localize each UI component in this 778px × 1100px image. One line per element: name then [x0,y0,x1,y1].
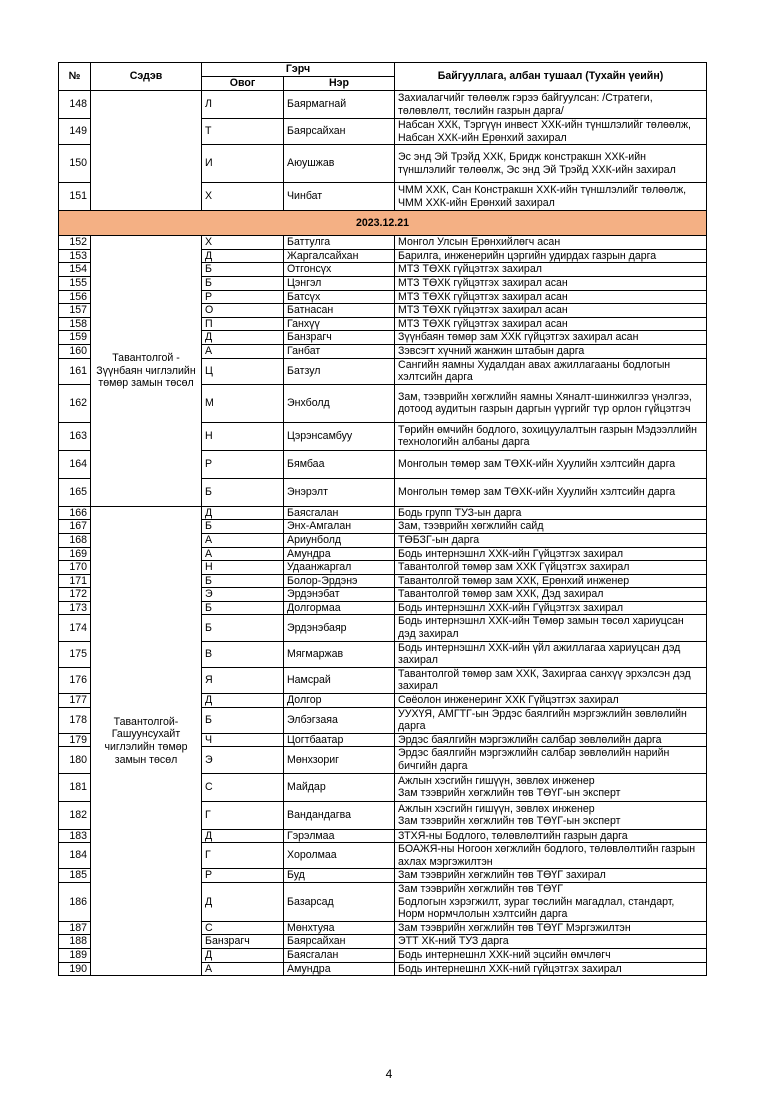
row-number: 161 [59,358,91,384]
surname-cell: Ч [202,733,284,747]
organization-cell: БОАЖЯ-ны Ногоон хөгжлийн бодлого, төлөвлөлтийн газрын ахлах мэргэжилтэн [395,843,707,869]
surname-cell: С [202,773,284,801]
name-cell: Цогтбаатар [284,733,395,747]
surname-cell: В [202,641,284,667]
surname-cell: Х [202,236,284,250]
row-number: 189 [59,948,91,962]
topic-cell: Тавантолгой-Гашуунсухайт чиглэлийн төмөр замын төсөл [91,506,202,975]
name-cell: Баярсайхан [284,119,395,145]
surname-cell: Д [202,506,284,520]
organization-cell: ТӨБЗГ-ын дарга [395,533,707,547]
organization-cell: МТЗ ТӨХК гүйцэтгэх захирал асан [395,276,707,290]
organization-cell: ЭТТ ХК-ний ТУЗ дарга [395,935,707,949]
surname-cell: Д [202,829,284,843]
name-cell: Банзрагч [284,331,395,345]
table-row [59,91,707,119]
topic-cell [91,91,202,211]
organization-cell: Ажлын хэсгийн гишүүн, зөвлөх инженер Зам тээврийн хөгжлийн төв ТӨҮГ-ын эксперт [395,773,707,801]
name-cell: Майдар [284,773,395,801]
surname-cell: М [202,384,284,422]
surname-cell: Банзрагч [202,935,284,949]
row-number: 158 [59,317,91,331]
row-number: 171 [59,574,91,588]
organization-cell: Сөёолон инженеринг ХХК Гүйцэтгэх захирал [395,694,707,708]
surname-cell: Д [202,694,284,708]
name-cell: Бямбаа [284,450,395,478]
organization-cell: Бодь интернешнл ХХК-ний гүйцэтгэх захирал [395,962,707,976]
name-cell: Амундра [284,962,395,976]
name-cell: Ариунболд [284,533,395,547]
name-cell: Баярмагнай [284,91,395,119]
organization-cell: Монголын төмөр зам ТӨХК-ийн Хуулийн хэлтсийн дарга [395,450,707,478]
name-cell: Мягмаржав [284,641,395,667]
surname-cell: Э [202,747,284,773]
organization-cell: Бодь интернэшнл ХХК-ийн Төмөр замын төсөл хариуцсан дэд захирал [395,615,707,641]
surname-cell: Б [202,707,284,733]
row-number: 173 [59,601,91,615]
date-separator-row [59,211,707,236]
surname-cell: Т [202,119,284,145]
header-surname: Овог [202,77,284,91]
surname-cell: Г [202,843,284,869]
name-cell: Цэнгэл [284,276,395,290]
organization-cell: Эс энд Эй Трэйд ХХК, Бридж констракшн ХХК-ийн түншлэлийг төлөөлж, Эс энд Эй Трэйд ХХК-ийн захирал [395,145,707,183]
row-number: 164 [59,450,91,478]
surname-cell: Б [202,520,284,534]
name-cell: Баясгалан [284,506,395,520]
name-cell: Базарсад [284,882,395,921]
name-cell: Намсрай [284,667,395,693]
table-row [59,236,707,250]
name-cell: Мөнхзориг [284,747,395,773]
row-number: 159 [59,331,91,345]
organization-cell: Зам тээврийн хөгжлийн төв ТӨҮГ захирал [395,869,707,883]
row-number: 165 [59,478,91,506]
surname-cell: Б [202,574,284,588]
topic-cell: Тавантолгой - Зүүнбаян чиглэлийн төмөр замын төсөл [91,236,202,507]
name-cell: Отгонсүх [284,263,395,277]
name-cell: Аюушжав [284,145,395,183]
organization-cell: Зүүнбаян төмөр зам ХХК гүйцэтгэх захирал асан [395,331,707,345]
organization-cell: Сангийн яамны Худалдан авах ажиллагааны бодлогын хэлтсийн дарга [395,358,707,384]
row-number: 168 [59,533,91,547]
name-cell: Болор-Эрдэнэ [284,574,395,588]
name-cell: Батсүх [284,290,395,304]
surname-cell: Э [202,588,284,602]
surname-cell: С [202,921,284,935]
name-cell: Баттулга [284,236,395,250]
row-number: 148 [59,91,91,119]
surname-cell: Г [202,801,284,829]
header-organization: Байгууллага, албан тушаал (Тухайн үеийн) [395,63,707,91]
organization-cell: Монгол Улсын Ерөнхийлөгч асан [395,236,707,250]
witness-table [58,62,707,976]
name-cell: Цэрэнсамбуу [284,422,395,450]
row-number: 187 [59,921,91,935]
organization-cell: Тавантолгой төмөр зам ХХК Гүйцэтгэх захирал [395,561,707,575]
organization-cell: Төрийн өмчийн бодлого, зохицуулалтын газрын Мэдээллийн технологийн албаны дарга [395,422,707,450]
surname-cell: А [202,962,284,976]
surname-cell: О [202,304,284,318]
name-cell: Энх-Амгалан [284,520,395,534]
surname-cell: Б [202,601,284,615]
row-number: 169 [59,547,91,561]
surname-cell: Я [202,667,284,693]
surname-cell: Б [202,478,284,506]
name-cell: Энэрэлт [284,478,395,506]
row-number: 174 [59,615,91,641]
organization-cell: Зам, тээврийн хөгжлийн сайд [395,520,707,534]
organization-cell: Зэвсэгт хүчний жанжин штабын дарга [395,344,707,358]
row-number: 154 [59,263,91,277]
table-row [59,506,707,520]
surname-cell: Д [202,948,284,962]
row-number: 162 [59,384,91,422]
name-cell: Чинбат [284,183,395,211]
name-cell: Батнасан [284,304,395,318]
organization-cell: Эрдэс баялгийн мэргэжлийн салбар зөвлөлийн нарийн бичгийн дарга [395,747,707,773]
row-number: 170 [59,561,91,575]
row-number: 155 [59,276,91,290]
surname-cell: Х [202,183,284,211]
row-number: 152 [59,236,91,250]
table-body [59,91,707,976]
name-cell: Долгормаа [284,601,395,615]
name-cell: Эрдэнэбаяр [284,615,395,641]
surname-cell: П [202,317,284,331]
row-number: 181 [59,773,91,801]
name-cell: Батзул [284,358,395,384]
organization-cell: Тавантолгой төмөр зам ХХК, Захиргаа санхүү эрхэлсэн дэд захирал [395,667,707,693]
row-number: 149 [59,119,91,145]
row-number: 178 [59,707,91,733]
name-cell: Баярсайхан [284,935,395,949]
organization-cell: Бодь групп ТУЗ-ын дарга [395,506,707,520]
row-number: 175 [59,641,91,667]
organization-cell: Бодь интернэшнл ХХК-ийн Гүйцэтгэх захирал [395,601,707,615]
name-cell: Буд [284,869,395,883]
row-number: 176 [59,667,91,693]
surname-cell: Д [202,249,284,263]
header-name: Нэр [284,77,395,91]
row-number: 186 [59,882,91,921]
organization-cell: МТЗ ТӨХК гүйцэтгэх захирал асан [395,317,707,331]
name-cell: Вандандагва [284,801,395,829]
date-label: 2023.12.21 [59,211,707,236]
surname-cell: Л [202,91,284,119]
surname-cell: Д [202,882,284,921]
organization-cell: ЧММ ХХК, Сан Констракшн ХХК-ийн түншлэлийг төлөөлж, ЧММ ХХК-ийн Ерөнхий захирал [395,183,707,211]
row-number: 182 [59,801,91,829]
surname-cell: Ц [202,358,284,384]
organization-cell: Барилга, инженерийн цэргийн удирдах газрын дарга [395,249,707,263]
name-cell: Долгор [284,694,395,708]
row-number: 151 [59,183,91,211]
name-cell: Жаргалсайхан [284,249,395,263]
name-cell: Эрдэнэбат [284,588,395,602]
page-number: 4 [385,1067,393,1081]
surname-cell: Д [202,331,284,345]
organization-cell: Тавантолгой төмөр зам ХХК, Дэд захирал [395,588,707,602]
surname-cell: Б [202,615,284,641]
organization-cell: Бодь интернешнл ХХК-ний эцсийн өмчлөгч [395,948,707,962]
name-cell: Ганбат [284,344,395,358]
name-cell: Хоролмаа [284,843,395,869]
name-cell: Элбэгзаяа [284,707,395,733]
row-number: 166 [59,506,91,520]
surname-cell: Б [202,263,284,277]
organization-cell: Ажлын хэсгийн гишүүн, зөвлөх инженер Зам тээврийн хөгжлийн төв ТӨҮГ-ын эксперт [395,801,707,829]
row-number: 156 [59,290,91,304]
organization-cell: Бодь интернэшнл ХХК-ийн Гүйцэтгэх захирал [395,547,707,561]
row-number: 185 [59,869,91,883]
surname-cell: Р [202,290,284,304]
name-cell: Удаанжаргал [284,561,395,575]
organization-cell: ЗТХЯ-ны Бодлого, төлөвлөлтийн газрын дарга [395,829,707,843]
row-number: 163 [59,422,91,450]
row-number: 167 [59,520,91,534]
name-cell: Амундра [284,547,395,561]
row-number: 157 [59,304,91,318]
name-cell: Мөнхтуяа [284,921,395,935]
row-number: 179 [59,733,91,747]
organization-cell: Бодь интернэшнл ХХК-ийн үйл ажиллагаа хариуцсан дэд захирал [395,641,707,667]
row-number: 172 [59,588,91,602]
surname-cell: И [202,145,284,183]
surname-cell: Р [202,869,284,883]
row-number: 190 [59,962,91,976]
row-number: 177 [59,694,91,708]
name-cell: Ганхүү [284,317,395,331]
surname-cell: Б [202,276,284,290]
header-topic: Сэдэв [91,63,202,91]
surname-cell: А [202,533,284,547]
surname-cell: А [202,344,284,358]
surname-cell: А [202,547,284,561]
name-cell: Баясгалан [284,948,395,962]
row-number: 180 [59,747,91,773]
organization-cell: Зам, тээврийн хөгжлийн яамны Хяналт-шинжилгээ үнэлгээ, дотоод аудитын газрын даргын үүргийг түр орлон гүйцэтгэч [395,384,707,422]
surname-cell: Н [202,561,284,575]
table-header [59,63,707,91]
row-number: 150 [59,145,91,183]
organization-cell: МТЗ ТӨХК гүйцэтгэх захирал асан [395,290,707,304]
organization-cell: УУХҮЯ, АМГТГ-ын Эрдэс баялгийн мэргэжлийн зөвлөлийн дарга [395,707,707,733]
row-number: 153 [59,249,91,263]
row-number: 183 [59,829,91,843]
row-number: 184 [59,843,91,869]
organization-cell: Монголын төмөр зам ТӨХК-ийн Хуулийн хэлтсийн дарга [395,478,707,506]
surname-cell: Р [202,450,284,478]
organization-cell: Захиалагчийг төлөөлж гэрээ байгуулсан: /Стратеги, төлөвлөлт, төслийн газрын дарга/ [395,91,707,119]
header-num: № [59,63,91,91]
row-number: 160 [59,344,91,358]
surname-cell: Н [202,422,284,450]
header-witness: Гэрч [202,63,395,77]
organization-cell: Зам тээврийн хөгжлийн төв ТӨҮГ Бодлогын хэрэгжилт, зураг төслийн магадлал, стандарт, Норм нормчлолын хэлтсийн дарга [395,882,707,921]
organization-cell: Тавантолгой төмөр зам ХХК, Ерөнхий инженер [395,574,707,588]
organization-cell: Эрдэс баялгийн мэргэжлийн салбар зөвлөлийн дарга [395,733,707,747]
organization-cell: МТЗ ТӨХК гүйцэтгэх захирал [395,263,707,277]
row-number: 188 [59,935,91,949]
organization-cell: Набсан ХХК, Тэргүүн инвест ХХК-ийн түншлэлийг төлөөлж, Набсан ХХК-ийн Ерөнхий захирал [395,119,707,145]
name-cell: Гэрэлмаа [284,829,395,843]
organization-cell: МТЗ ТӨХК гүйцэтгэх захирал асан [395,304,707,318]
organization-cell: Зам тээврийн хөгжлийн төв ТӨҮГ Мэргэжилтэн [395,921,707,935]
name-cell: Энхболд [284,384,395,422]
